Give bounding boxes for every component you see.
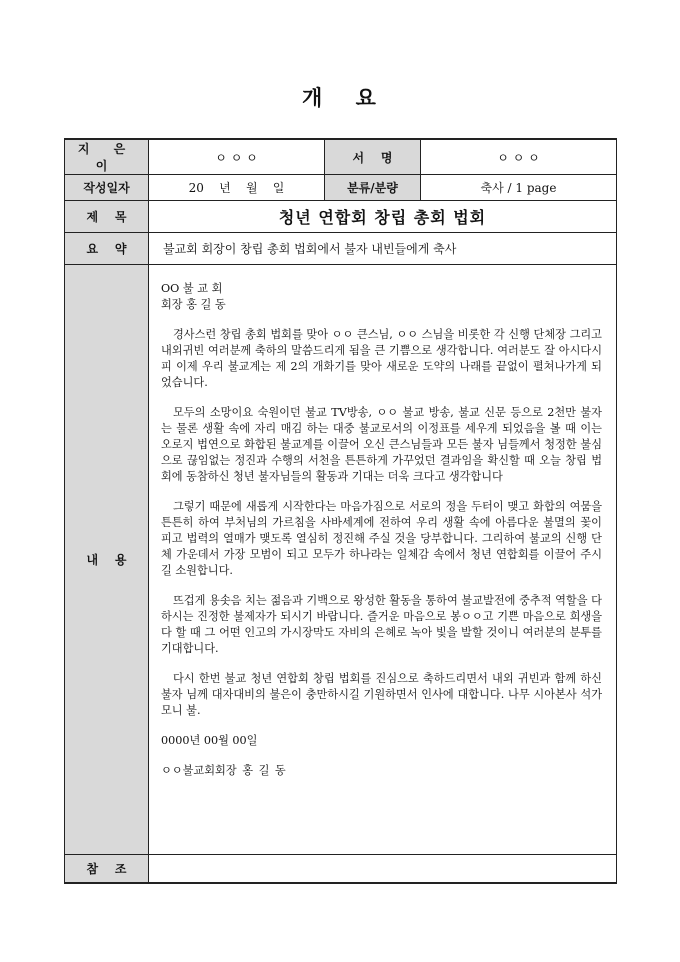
content-body — [149, 265, 617, 855]
paragraph-4: 뜨겁게 용솟음 치는 젊음과 기백으로 왕성한 활동을 통하여 불교발전에 중추적 역할을 다하시는 진정한 불제자가 되시기 바랍니다. 즐거운 마음으로 봉ㅇㅇ고 기쁜 마음으로 희생을 다 할 때 그 어떤 인고의 가시장막도 자비의 은혜로 녹아 빛을 발할 것이니 여러분의 분투를 기대합니다. — [161, 594, 602, 655]
signature-line: ㅇㅇ불교회회장 홍 길 동 — [161, 764, 286, 777]
author-label: 지 은 이 — [65, 139, 149, 175]
content-label: 내 용 — [65, 265, 149, 855]
category-label: 분류/분량 — [325, 175, 421, 201]
sender-line-2: 회장 홍 길 동 — [161, 298, 226, 311]
category-value: 축사 / 1 page — [421, 175, 617, 201]
name-label: 서 명 — [325, 139, 421, 175]
subject-value: 청년 연합회 창립 총회 법회 — [149, 201, 617, 233]
date-value: 20 년 월 일 — [149, 175, 325, 201]
document-title: 개 요 — [302, 85, 378, 110]
author-value: ㅇ ㅇ ㅇ — [149, 139, 325, 175]
reference-label: 참 조 — [65, 855, 149, 883]
paragraph-3: 그렇기 때문에 새롭게 시작한다는 마음가짐으로 서로의 정을 두터이 맺고 화합의 여뭄을 튼튼히 하여 부처님의 가르침을 사바세계에 전하여 우리 생활 속에 아름다운 불멸의 꽃이 피고 법력의 열매가 맺도록 열심히 정진해 주실 것을 당부합니다. 그리하여 불교의 신행 단체 가운데서 가장 모범이 되고 모두가 하나라는 일체감 속에서 청년 연합회를 이끌어 주시길 소원합니다. — [161, 500, 602, 577]
paragraph-2: 모두의 소망이요 숙원이던 불교 TV방송, ㅇㅇ 불교 방송, 불교 신문 등으로 2천만 불자는 물론 생활 속에 자리 매김 하는 대중 불교로서의 이정표를 세우게 되었음을 볼 때 이는 오로지 법연으로 화합된 불교계를 이끌어 오신 큰스님들과 모든 불자 님들께서 청정한 불심으로 끊임없는 정진과 수행의 서천을 튼튼하게 가꾸었던 결과임을 확신할 때 오늘 창립 법회에 동참하신 청년 불자님들의 활동과 기대는 더욱 크다고 생각합니다 — [161, 406, 602, 483]
subject-label: 제 목 — [65, 201, 149, 233]
name-value: ㅇ ㅇ ㅇ — [421, 139, 617, 175]
paragraph-5: 다시 한번 불교 청년 연합회 창립 법회를 진심으로 축하드리면서 내외 귀빈과 함께 하신 불자 님께 대자대비의 불은이 충만하시길 기원하면서 인사에 대합니다. 나무 시아본사 석가모니 불. — [161, 672, 602, 717]
sender-block — [161, 281, 602, 313]
summary-value: 불교회 회장이 창립 총회 법회에서 불자 내빈들에게 축사 — [149, 233, 617, 265]
date-line: 0000년 00월 00일 — [161, 734, 258, 747]
date-label: 작성일자 — [65, 175, 149, 201]
paragraph-1: 경사스런 창립 총회 법회를 맞아 ㅇㅇ 큰스님, ㅇㅇ 스님을 비롯한 각 신행 단체장 그리고 내외귀빈 여러분께 축하의 말씀드리게 됨을 큰 기쁨으로 생각합니다. 여러분도 잘 아시다시피 이제 우리 불교계는 제 2의 개화기를 맞아 새로운 도약의 나래를 끝없이 펼쳐나가게 되었습니다. — [161, 328, 602, 389]
info-table — [64, 138, 617, 884]
sender-line-1: OO 불 교 회 — [161, 282, 223, 295]
reference-value — [149, 855, 617, 883]
summary-label: 요 약 — [65, 233, 149, 265]
